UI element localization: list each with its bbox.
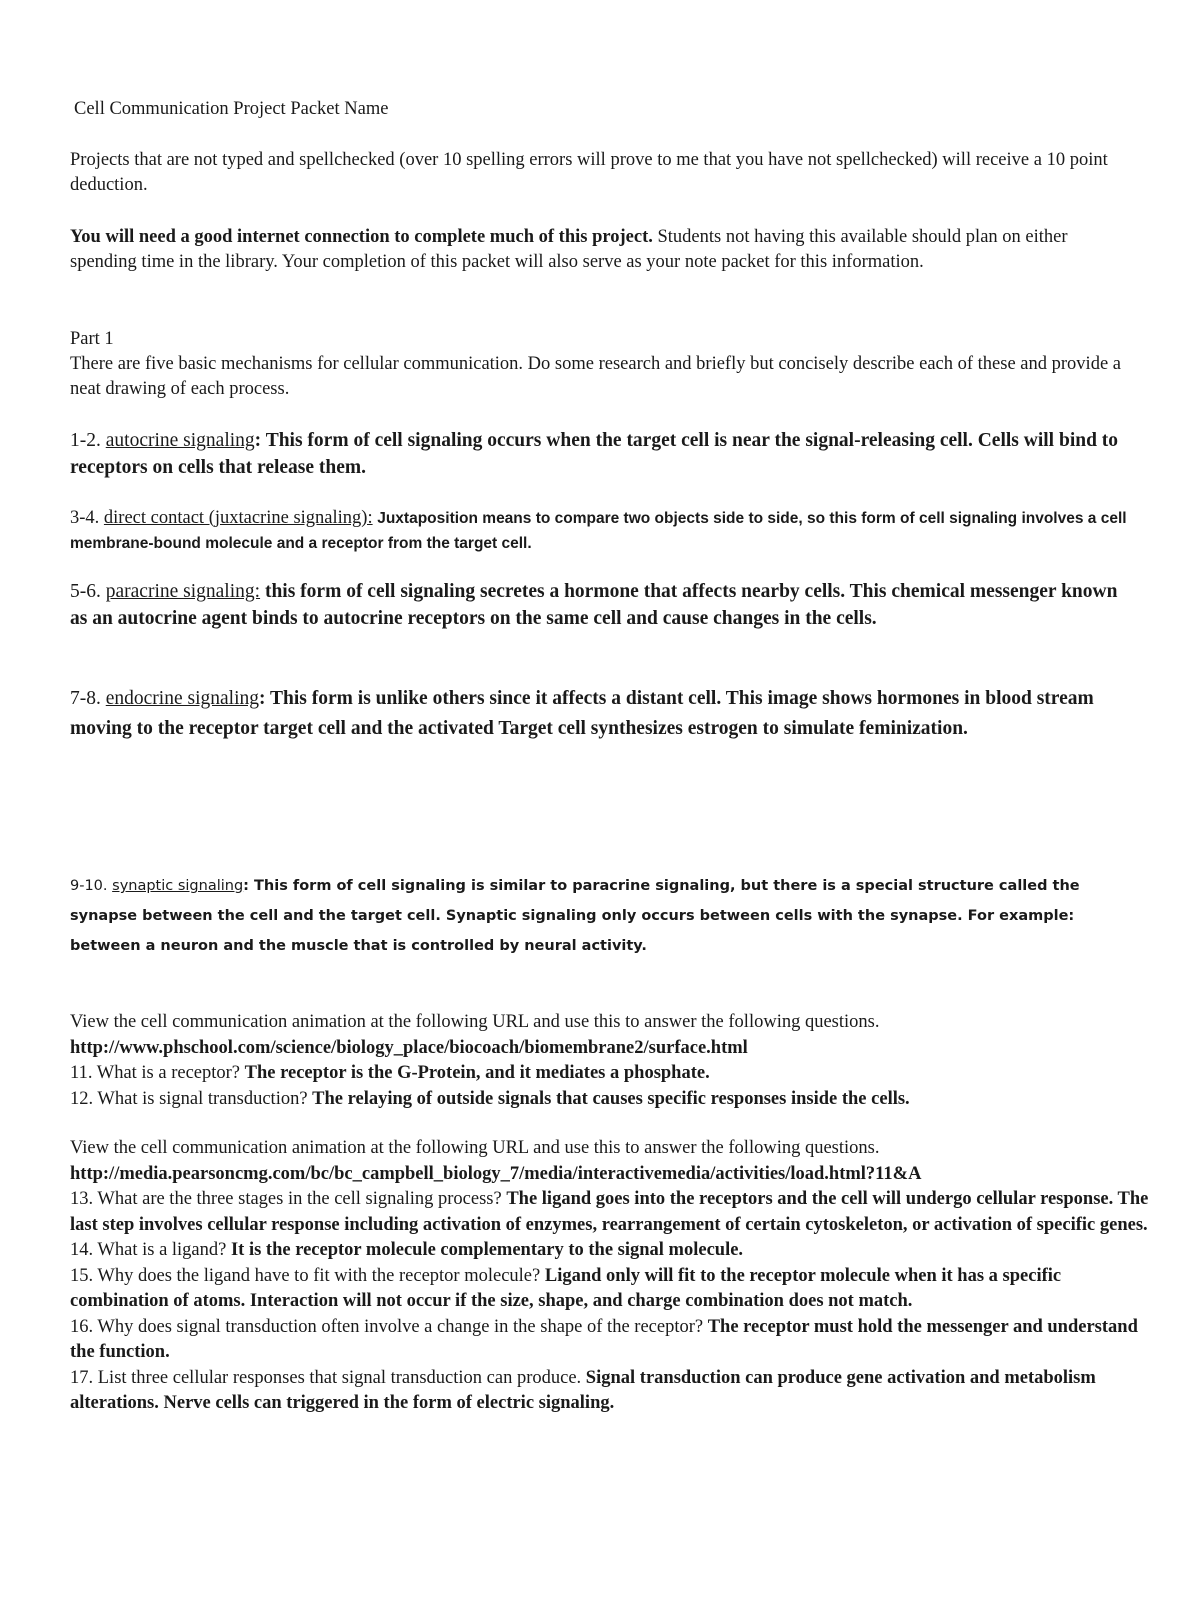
mechanism-number: 1-2. <box>70 430 106 451</box>
page-title: Cell Communication Project Packet Name <box>74 99 389 119</box>
mechanism-answer: This form of cell signaling is similar to paracrine signaling, but there is a special structure called the synapse between the cell and the target cell. Synaptic signaling only occurs between cells with the synapse. For example: between a neuron and the muscle that is controlled by neural activity. <box>70 878 1080 954</box>
question-16 <box>70 1315 1150 1366</box>
answer-text: Signal transduction can produce gene activation and metabolism alterations. Nerve cells can triggered in the form of electric signaling. <box>70 1367 1096 1413</box>
question-12 <box>70 1087 1150 1113</box>
mechanism-term: paracrine signaling: <box>105 581 261 602</box>
mechanism-sep: : <box>254 430 266 451</box>
answer-text: The relaying of outside signals that causes specific responses inside the cells. <box>312 1088 910 1109</box>
mechanism-number: 9-10. <box>70 878 113 894</box>
mechanism-number: 3-4. <box>70 508 104 528</box>
question-text: 12. What is signal transduction? <box>70 1088 313 1109</box>
question-13 <box>70 1187 1150 1238</box>
mechanism-endocrine <box>70 684 1130 744</box>
answer-text: The ligand goes into the receptors and the cell will undergo cellular response. The last step involves cellular response including activation of enzymes, rearrangement of certain cytoskeleton, or activation of specific genes. <box>70 1189 1149 1235</box>
section-b-url: http://media.pearsoncmg.com/bc/bc_campbell_biology_7/media/interactivemedia/activities/load.html?11&A <box>70 1163 922 1184</box>
question-15 <box>70 1264 1150 1315</box>
answer-text: It is the receptor molecule complementary to the signal molecule. <box>230 1240 744 1260</box>
mechanism-autocrine <box>70 427 1130 481</box>
typed-notice: Projects that are not typed and spellchecked (over 10 spelling errors will prove to me that you have not spellchecked) will receive a 10 point deduction. <box>70 150 1108 195</box>
mechanism-answer: this form of cell signaling secretes a hormone that affects nearby cells. This chemical messenger known as an autocrine agent binds to autocrine receptors on the same cell and cause changes in the cells. <box>70 581 1118 629</box>
section-b-instruction: View the cell communication animation at the following URL and use this to answer the following questions. <box>70 1138 880 1158</box>
answer-text: Ligand only will fit to the receptor molecule when it has a specific combination of atoms. Interaction will not occur if the size, shape, and charge combination does not match. <box>70 1265 1062 1311</box>
internet-notice-rest: Students not having this available should plan on either spending time in the library. Your completion of this packet will also serve as your note packet for this information. <box>70 227 1068 272</box>
section-a-instruction: View the cell communication animation at the following URL and use this to answer the following questions. <box>70 1012 880 1032</box>
question-text: 16. Why does signal transduction often involve a change in the shape of the receptor? <box>70 1316 708 1337</box>
mechanism-synaptic <box>70 871 1130 961</box>
mechanism-term: direct contact (juxtacrine signaling): <box>103 508 373 528</box>
section-a <box>70 1010 1150 1112</box>
mechanism-juxtacrine <box>70 506 1130 556</box>
question-text: 14. What is a ligand? <box>70 1240 231 1260</box>
mechanism-answer: Juxtaposition means to compare two objects side to side, so this form of cell signaling involves a cell membrane-bound molecule and a receptor from the target cell. <box>70 510 1127 552</box>
mechanism-sep: : <box>259 688 271 709</box>
part1-instructions: There are five basic mechanisms for cellular communication. Do some research and briefly but concisely describe each of these and provide a neat drawing of each process. <box>70 354 1121 399</box>
question-17 <box>70 1366 1150 1417</box>
mechanism-paracrine <box>70 578 1130 632</box>
mechanism-answer: This form of cell signaling occurs when the target cell is near the signal-releasing cell. Cells will bind to receptors on cells that release them. <box>70 430 1119 478</box>
section-a-url: http://www.phschool.com/science/biology_place/biocoach/biomembrane2/surface.html <box>70 1037 748 1058</box>
internet-notice <box>70 225 1130 275</box>
question-text: 13. What are the three stages in the cell signaling process? <box>70 1189 507 1209</box>
question-11 <box>70 1061 1150 1087</box>
mechanism-term: endocrine signaling <box>105 688 259 709</box>
part1-heading: Part 1 <box>70 329 114 349</box>
question-text: 11. What is a receptor? <box>70 1063 245 1083</box>
mechanism-number: 5-6. <box>70 581 106 602</box>
answer-text: The receptor is the G-Protein, and it mediates a phosphate. <box>244 1063 710 1083</box>
mechanism-term: autocrine signaling <box>105 430 255 451</box>
mechanism-answer: This form is unlike others since it affects a distant cell. This image shows hormones in blood stream moving to the receptor target cell and the activated Target cell synthesizes estrogen to simulate feminization. <box>70 688 1094 739</box>
internet-notice-bold: You will need a good internet connection to complete much of this project. <box>70 227 653 247</box>
mechanism-sep: : <box>243 878 255 894</box>
question-text: 17. List three cellular responses that signal transduction can produce. <box>70 1367 586 1388</box>
question-14 <box>70 1238 1150 1264</box>
section-b <box>70 1136 1150 1417</box>
mechanism-number: 7-8. <box>70 688 106 709</box>
answer-text: The receptor must hold the messenger and understand the function. <box>70 1316 1138 1362</box>
question-text: 15. Why does the ligand have to fit with the receptor molecule? <box>70 1265 545 1286</box>
mechanism-term: synaptic signaling <box>112 878 244 894</box>
